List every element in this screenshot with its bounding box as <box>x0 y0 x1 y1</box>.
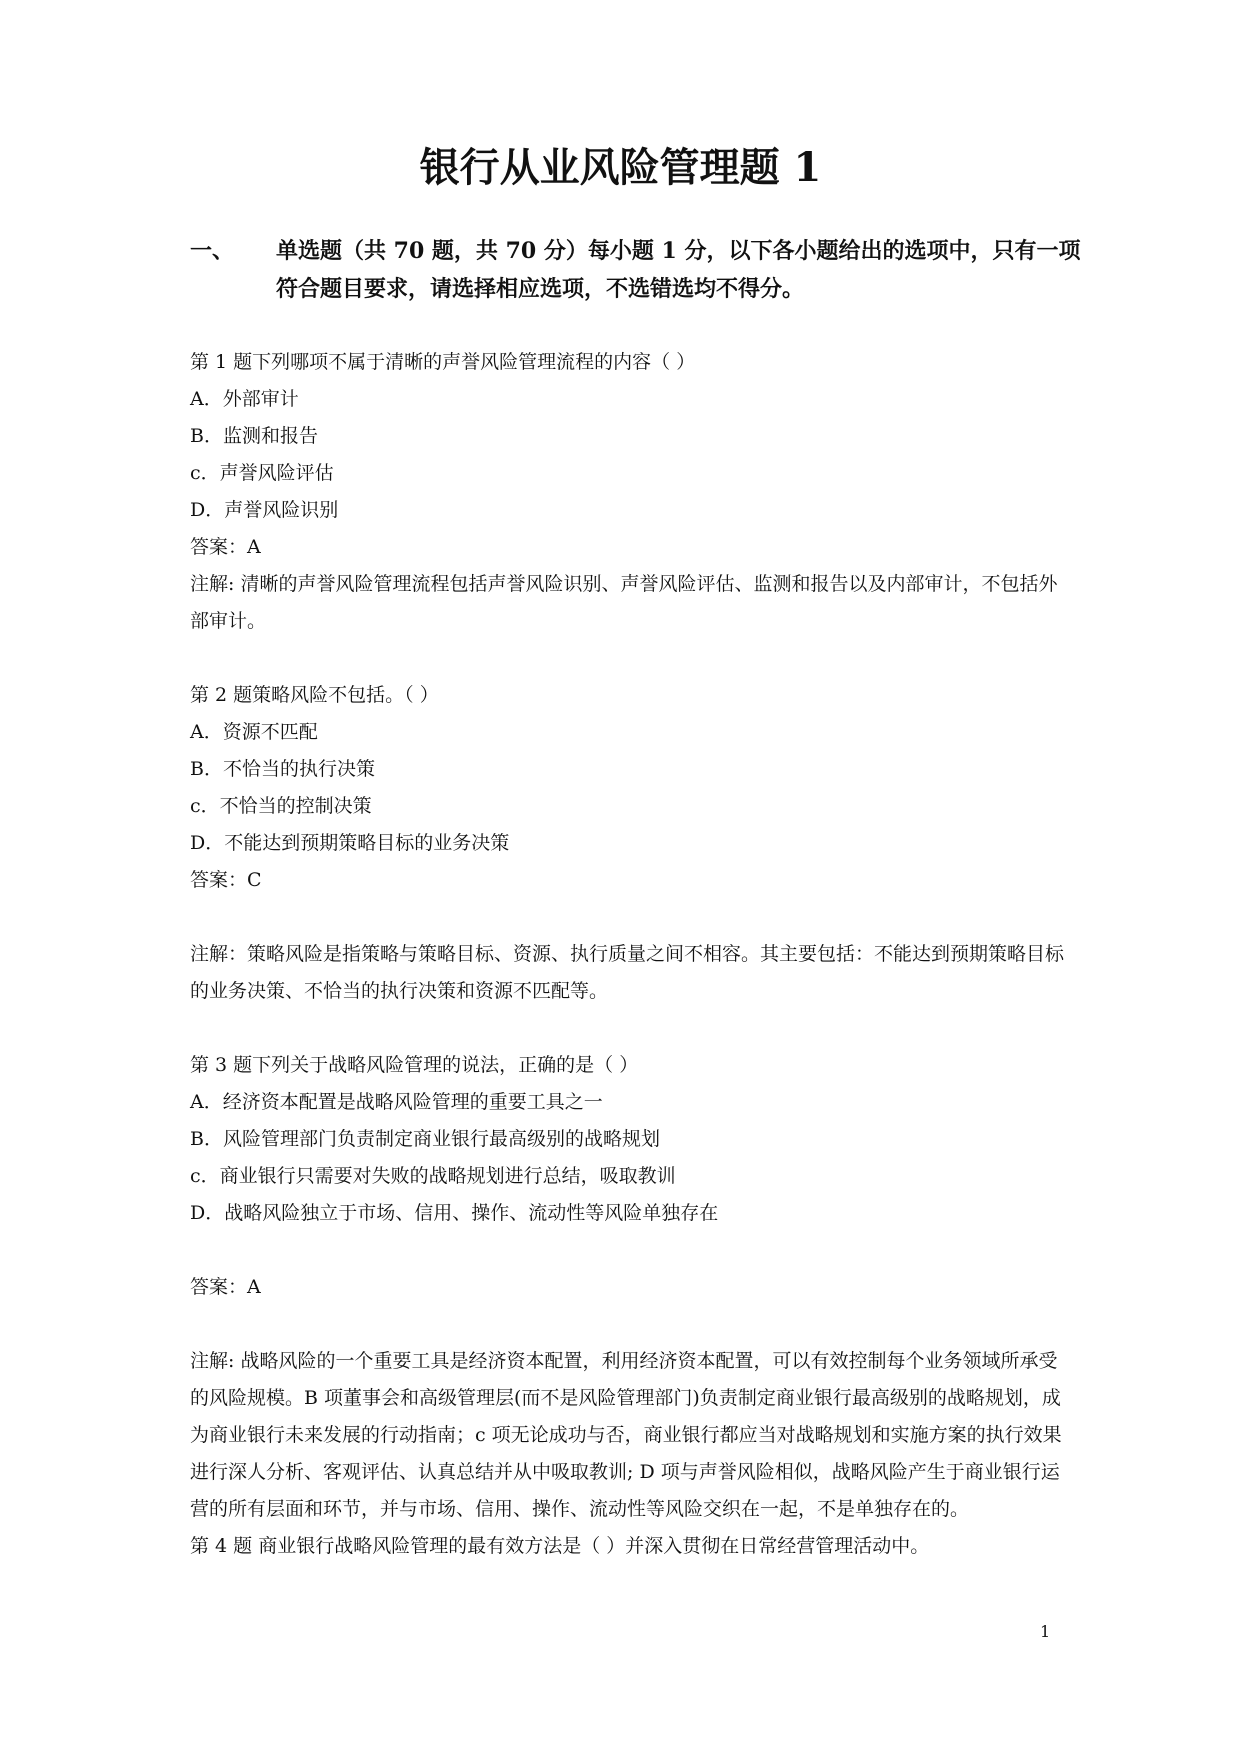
question-stem: 第 4 题 商业银行战略风险管理的最有效方法是（ ）并深入贯彻在日常经营管理活动中。 <box>190 1535 930 1557</box>
option-d: D．战略风险独立于市场、信用、操作、流动性等风险单独存在 <box>190 1202 719 1224</box>
section-number: 一、 <box>190 238 235 264</box>
option-d: D．声誉风险识别 <box>190 499 339 521</box>
option-c: c．声誉风险评估 <box>190 462 334 484</box>
option-b: B．风险管理部门负责制定商业银行最高级别的战略规划 <box>190 1128 660 1150</box>
question-list <box>190 344 1070 1565</box>
question-stem: 第 1 题下列哪项不属于清晰的声誉风险管理流程的内容（ ） <box>190 351 696 373</box>
question-stem: 第 2 题策略风险不包括。（ ） <box>190 684 439 706</box>
page-number: 1 <box>1040 1622 1051 1641</box>
option-c: c．商业银行只需要对失败的战略规划进行总结，吸取教训 <box>190 1165 676 1187</box>
answer: 答案：A <box>190 536 261 558</box>
document-title: 银行从业风险管理题 1 <box>419 144 822 191</box>
option-a: A．经济资本配置是战略风险管理的重要工具之一 <box>190 1091 603 1113</box>
note: 注解: 清晰的声誉风险管理流程包括声誉风险识别、声誉风险评估、监测和报告以及内部审计，不包括外部审计。 <box>190 573 1058 632</box>
option-c: c．不恰当的控制决策 <box>190 795 372 817</box>
option-a: A．外部审计 <box>190 388 299 410</box>
section-instructions: 单选题（共 70 题，共 70 分）每小题 1 分，以下各小题给出的选项中，只有一项符合题目要求，请选择相应选项，不选错选均不得分。 <box>276 238 1081 302</box>
option-b: B．监测和报告 <box>190 425 318 447</box>
option-a: A．资源不匹配 <box>190 721 318 743</box>
option-d: D．不能达到预期策略目标的业务决策 <box>190 832 510 854</box>
note: 注解：策略风险是指策略与策略目标、资源、执行质量之间不相容。其主要包括：不能达到预期策略目标的业务决策、不恰当的执行决策和资源不匹配等。 <box>190 943 1065 1002</box>
question-stem: 第 3 题下列关于战略风险管理的说法，正确的是（ ） <box>190 1054 639 1076</box>
answer: 答案：A <box>190 1276 261 1298</box>
answer: 答案：C <box>190 869 262 891</box>
note: 注解: 战略风险的一个重要工具是经济资本配置，利用经济资本配置，可以有效控制每个业务领域所承受的风险规模。B 项董事会和高级管理层(而不是风险管理部门)负责制定商业银行最高级别的战略规划，成为商业银行未来发展的行动指南；c 项无论成功与否，商业银行都应当对战略规划和实施方案的执行效果进行深人分析、客观评估、认真总结并从中吸取教训; D 项与声誉风险相似，战略风险产生于商业银行运营的所有层面和环节，并与市场、信用、操作、流动性等风险交织在一起，不是单独存在的。 <box>190 1350 1062 1520</box>
option-b: B．不恰当的执行决策 <box>190 758 375 780</box>
section-heading <box>190 232 1090 308</box>
